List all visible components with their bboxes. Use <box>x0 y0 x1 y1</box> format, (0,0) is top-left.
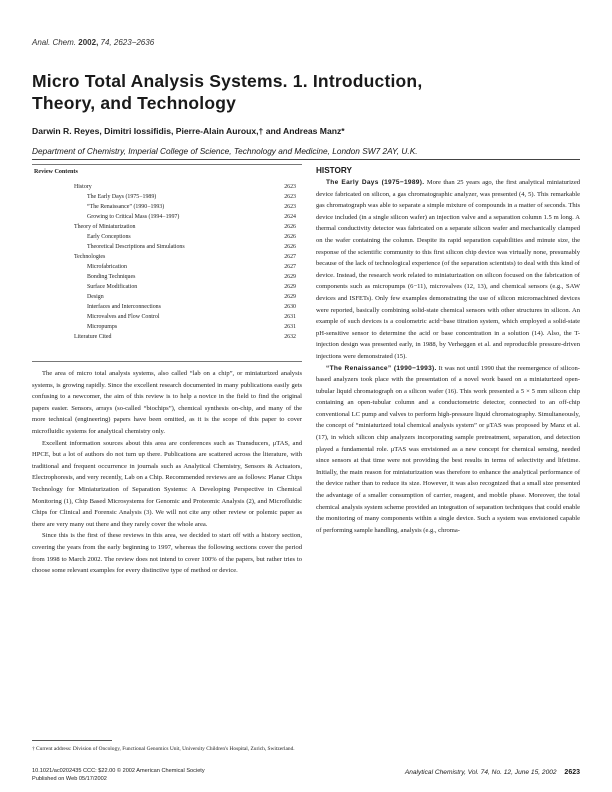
toc-entry: Growing to Critical Mass (1994−1997) 2624 <box>87 214 296 220</box>
toc-heading: Review Contents <box>34 169 78 175</box>
journal-name: Anal. Chem. <box>32 38 77 47</box>
author-list: Darwin R. Reyes, Dimitri Iossifidis, Pierre-Alain Auroux,† and Andreas Manz* <box>32 126 345 136</box>
toc-entry: Literature Cited 2632 <box>74 334 296 340</box>
doi-line: 10.1021/ac0202435 CCC: $22.00 © 2002 American Chemical Society <box>32 768 205 774</box>
toc-entry: “The Renaissance” (1990−1993) 2623 <box>87 204 296 210</box>
journal-citation <box>32 38 154 47</box>
early-days-body: More than 25 years ago, the first analytical miniaturized device fabricated on silicon, a gas chromatographic analyzer, was presented (4, 5). This remarkable gas chromatograph was able to separate a simple mixture of compounds in a matter of seconds. This device included (in a single silicon wafer) an injection valve and a separation column 1.5 m long. A thermal conductivity detector was fabricated on a separate silicon wafer and mechanically clamped on the wafer containing the column. Despite its rapid separation capabilities and minute size, the response of the scientific community to this first silicon chip device was virtually none, presumably because of the lack of technological experience (of the separation scientists) to deal with this kind of device. Instead, the research work related to miniaturization on silicon focused on the fabrication of components such as micropumps (6−11), microvalves (12, 13), and chemical sensors (e.g., SAW devices and ISFETs). Only few examples demonstrating the use of silicon micromachined devices were reported, basically combining solid-state chemical sensors with other structures in silicon. An example of such devices is a coulometric acid−base titration system, which employed a solid-state pH-sensitive sensor to determine the acid or base concentration in a solution (14). Also, the T-injection design was presented early, in 1988, by Verheggen et al. and reproducible pressure-driven injections were demonstrated (15). <box>316 179 581 360</box>
renaissance-body: It was not until 1990 that the reemergence of silicon-based analyzers took place with the presentation of a novel work based on a miniaturized open-tubular liquid chromatograph on a silicon wafer (16). This work presented a 5 × 5 mm silicon chip containing an open-tubular column and a conductometric detector, connected to an off-chip conventional LC pump and valves to perform high-pressure liquid chromatography. Simultaneously, the concept of “miniaturized total chemical analysis system” or μTAS was proposed by Manz et al. (17), in which silicon chip analyzers incorporating sample pretreatment, separation, and detection played a fundamental role. μTAS was envisioned as a new concept for chemical sensing, needed since sensors at that time were not providing the best results in terms of selectivity and lifetime. Initially, the main reason for miniaturization was therefore to enhance the analytical performance of the device rather than to reduce its size. However, it was also recognized that a small size presented the advantage of a smaller consumption of carrier, reagent, and mobile phase. Moreover, the total chemical analysis system scheme provided an integration of separation techniques that could enable the monitoring of many components within a single device. Such a system was envisioned capable of performing sample handling, analysis (e.g., chroma- <box>316 364 580 534</box>
page-number: 2623 <box>564 769 580 776</box>
section-heading-history: HISTORY <box>316 166 352 175</box>
journal-issue: Analytical Chemistry, Vol. 74, No. 12, June 15, 2002 <box>404 769 557 776</box>
toc-entry: The Early Days (1975−1989) 2623 <box>87 194 296 200</box>
journal-pages: 2623−2636 <box>113 38 155 47</box>
review-contents-box <box>32 164 302 362</box>
article-title <box>32 70 552 114</box>
scope-paragraph: Since this is the first of these reviews in this area, we decided to start off with a history section, covering the years from the early beginning to 1997, whereas the following sections cover the period from 1998 to March 2002. The review does not intend to cover 100% of the papers, but rather tries to choose some relevant examples for every distinctive type of method or device. <box>32 532 302 575</box>
publication-info <box>32 768 205 783</box>
toc-entry: Micropumps 2631 <box>87 324 296 330</box>
early-days-heading: The Early Days (1975−1989). <box>326 179 425 186</box>
renaissance-heading: “The Renaissance” (1990−1993). <box>326 364 437 372</box>
toc-entry: Early Conceptions 2626 <box>87 234 296 240</box>
journal-volume: 74, <box>100 38 112 47</box>
intro-paragraph: The area of micro total analysis systems, also called “lab on a chip”, or miniaturized analysis systems, is growing rapidly. Since the excellent research documented in many publications easily gets confusing to a newcomer, the aim of this review is to help a novice in the field to find the original papers easier. Sensors, arrays (so-called “biochips”), chemical synthesis on-chip, and many of the more technical (engineering) papers have been omitted, as it is the scope of this paper to cover microfluidic systems for analytical chemistry only. <box>32 370 302 435</box>
toc-entry: Microvalves and Flow Control 2631 <box>87 314 296 320</box>
published-date: Published on Web 05/17/2002 <box>32 775 107 782</box>
title-line-1: Micro Total Analysis Systems. 1. Introduction, <box>32 71 423 91</box>
running-footer <box>350 769 580 776</box>
sources-paragraph: Excellent information sources about this area are conferences such as Transducers, μTAS, and HPCE, but a lot of authors do not turn up there. Publications are scattered across the literature, with traditional and frequent occurrence in journals such as Analytical Chemistry, Sensors & Actuators, Electrophoresis, and very recently, Lab on a Chip. Recommended reviews are as follows: Planar Chips Technology for Miniaturization of Separation Systems: A Developing Perspective in Chemical Monitoring (1), Chip Based Microsystems for Genomic and Proteomic Analysis (2), and Microfluidic Chips for Clinical and Forensic Analysis (3). We will not cite any other review or polemic paper as there are very many out there and they rarely cover the whole area. <box>32 439 302 528</box>
toc-entry: Interfaces and Interconnections 2630 <box>87 304 296 310</box>
left-column <box>32 368 302 577</box>
header-divider <box>32 159 580 160</box>
journal-year: 2002, <box>78 38 99 47</box>
toc-entry: Bonding Techniques 2629 <box>87 274 296 280</box>
toc-entry: Design 2629 <box>87 294 296 300</box>
toc-entry: History 2623 <box>74 184 296 190</box>
footnote: † Current address: Division of Oncology, Functional Genomics Unit, University Children's Hospital, Zurich, Switzerland. <box>32 746 295 752</box>
toc-entry: Surface Modification 2629 <box>87 284 296 290</box>
renaissance-paragraph <box>316 363 580 537</box>
toc-entry: Theory of Miniaturization 2626 <box>74 224 296 230</box>
toc-entry: Theoretical Descriptions and Simulations 2626 <box>87 244 296 250</box>
early-days-paragraph <box>316 177 580 363</box>
title-line-2: Theory, and Technology <box>32 93 237 113</box>
toc-entry: Technologies 2627 <box>74 254 296 260</box>
toc-entry: Microfabrication 2627 <box>87 264 296 270</box>
right-column <box>316 165 580 536</box>
footnote-divider <box>32 740 112 741</box>
affiliation: Department of Chemistry, Imperial College of Science, Technology and Medicine, London SW7 2AY, U.K. <box>32 146 418 156</box>
